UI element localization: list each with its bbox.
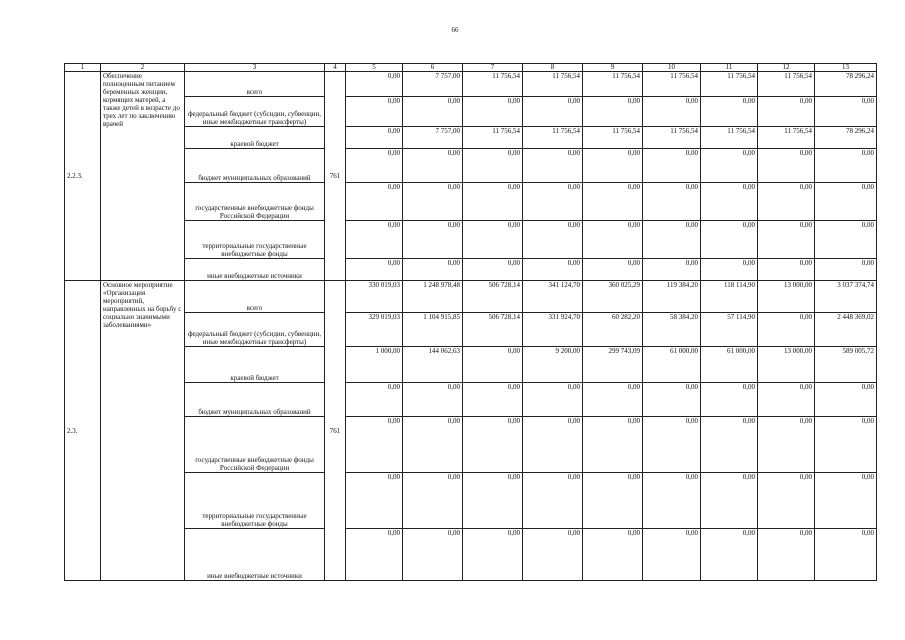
value-cell: 11 756,54 [523,72,583,97]
value-cell: 0,00 [523,149,583,183]
page-number: 66 [451,26,459,34]
value-cell: 0,00 [815,259,877,281]
value-cell: 1 248 978,48 [403,281,463,313]
value-cell: 57 114,90 [701,313,758,347]
value-cell: 0,00 [583,149,643,183]
column-number: 4 [325,64,346,72]
column-number: 11 [701,64,758,72]
value-cell: 118 114,90 [701,281,758,313]
table-row [65,473,877,529]
value-cell: 0,00 [403,221,463,259]
value-cell: 360 025,29 [583,281,643,313]
value-cell: 0,00 [701,259,758,281]
value-cell: 0,00 [346,183,403,221]
section-index: 2.2.3. [65,72,101,281]
value-cell: 0,00 [463,259,523,281]
funding-source: бюджет муниципальных образований [185,383,325,417]
value-cell: 11 756,54 [583,72,643,97]
column-number: 5 [346,64,403,72]
value-cell: 0,00 [643,221,701,259]
table-row [65,383,877,417]
value-cell: 61 000,00 [643,347,701,383]
value-cell: 0,00 [643,529,701,581]
value-cell: 0,00 [403,259,463,281]
funding-source: федеральный бюджет (субсидии, субвенции, иные межбюджетные трансферты) [185,97,325,127]
funding-source: иные внебюджетные источники [185,529,325,581]
column-number: 8 [523,64,583,72]
value-cell: 0,00 [463,473,523,529]
value-cell: 0,00 [583,221,643,259]
value-cell: 589 005,72 [815,347,877,383]
value-cell: 11 756,54 [758,127,815,149]
value-cell: 0,00 [758,183,815,221]
value-cell: 0,00 [643,183,701,221]
value-cell: 0,00 [758,313,815,347]
value-cell: 0,00 [701,529,758,581]
funding-source: краевой бюджет [185,127,325,149]
value-cell: 7 757,00 [403,72,463,97]
table-row [65,221,877,259]
column-number: 12 [758,64,815,72]
funding-source: всего [185,281,325,313]
table-body [65,64,877,581]
value-cell: 78 296,24 [815,127,877,149]
section-name: Обеспечение полноценным питанием беременных женщин, кормящих матерей, а также детей в возрасте до трех лет по заключению врачей [101,72,185,281]
value-cell: 0,00 [815,473,877,529]
value-cell: 0,00 [758,259,815,281]
value-cell: 0,00 [346,221,403,259]
value-cell: 0,00 [523,183,583,221]
funding-source: государственные внебюджетные фонды Российской Федерации [185,417,325,473]
value-cell: 0,00 [403,183,463,221]
value-cell: 78 296,24 [815,72,877,97]
value-cell: 0,00 [758,383,815,417]
table-row [65,259,877,281]
value-cell: 0,00 [758,417,815,473]
value-cell: 0,00 [758,473,815,529]
value-cell: 0,00 [403,473,463,529]
column-number: 6 [403,64,463,72]
value-cell: 0,00 [403,417,463,473]
funding-source: краевой бюджет [185,347,325,383]
value-cell: 299 743,09 [583,347,643,383]
value-cell: 0,00 [463,417,523,473]
value-cell: 0,00 [643,417,701,473]
value-cell: 0,00 [815,383,877,417]
responsible-code: 761 [325,281,346,581]
table-row [65,183,877,221]
table-row [65,417,877,473]
value-cell: 0,00 [758,97,815,127]
value-cell: 0,00 [815,183,877,221]
value-cell: 0,00 [523,259,583,281]
value-cell: 0,00 [815,221,877,259]
value-cell: 11 756,54 [758,72,815,97]
value-cell: 61 000,00 [701,347,758,383]
value-cell: 0,00 [701,221,758,259]
value-cell: 0,00 [701,473,758,529]
value-cell: 0,00 [583,417,643,473]
table-row [65,529,877,581]
value-cell: 0,00 [701,383,758,417]
table-row [65,313,877,347]
value-cell: 0,00 [463,221,523,259]
value-cell: 0,00 [643,473,701,529]
value-cell: 0,00 [523,383,583,417]
value-cell: 0,00 [463,383,523,417]
value-cell: 0,00 [523,97,583,127]
funding-source: территориальные государственные внебюджетные фонды [185,473,325,529]
value-cell: 13 000,00 [758,347,815,383]
value-cell: 0,00 [523,221,583,259]
funding-source: иные внебюджетные источники [185,259,325,281]
value-cell: 60 282,20 [583,313,643,347]
value-cell: 0,00 [701,149,758,183]
value-cell: 0,00 [815,97,877,127]
value-cell: 11 756,54 [583,127,643,149]
value-cell: 11 756,54 [701,127,758,149]
value-cell: 119 384,20 [643,281,701,313]
value-cell: 0,00 [463,183,523,221]
column-number: 9 [583,64,643,72]
value-cell: 0,00 [346,127,403,149]
value-cell: 9 200,00 [523,347,583,383]
value-cell: 0,00 [701,417,758,473]
value-cell: 329 019,03 [346,313,403,347]
value-cell: 0,00 [643,259,701,281]
table-row [65,97,877,127]
funding-source: федеральный бюджет (субсидии, субвенции, иные межбюджетные трансферты) [185,313,325,347]
funding-source: государственные внебюджетные фонды Российской Федерации [185,183,325,221]
funding-source: территориальные государственные внебюджетные фонды [185,221,325,259]
table-row [65,281,877,313]
value-cell: 0,00 [403,149,463,183]
value-cell: 0,00 [583,259,643,281]
value-cell: 0,00 [701,183,758,221]
value-cell: 1 104 915,85 [403,313,463,347]
funding-source: всего [185,72,325,97]
value-cell: 0,00 [463,97,523,127]
value-cell: 0,00 [346,149,403,183]
table-row [65,149,877,183]
value-cell: 0,00 [643,97,701,127]
value-cell: 0,00 [463,149,523,183]
value-cell: 11 756,54 [463,127,523,149]
value-cell: 0,00 [523,417,583,473]
section-name: Основное мероприятие «Организация мероприятий, направленных на борьбу с социально значимыми заболеваниями» [101,281,185,581]
value-cell: 0,00 [403,529,463,581]
value-cell: 0,00 [643,149,701,183]
value-cell: 0,00 [403,97,463,127]
value-cell: 0,00 [815,149,877,183]
value-cell: 0,00 [758,149,815,183]
value-cell: 331 924,70 [523,313,583,347]
section-index: 2.3. [65,281,101,581]
value-cell: 0,00 [583,529,643,581]
column-number: 2 [101,64,185,72]
value-cell: 0,00 [583,473,643,529]
table-row [65,127,877,149]
value-cell: 0,00 [403,383,463,417]
table-row [65,347,877,383]
value-cell: 7 757,00 [403,127,463,149]
column-number-row [65,64,877,72]
value-cell: 3 037 374,74 [815,281,877,313]
value-cell: 0,00 [463,347,523,383]
value-cell: 0,00 [346,529,403,581]
column-number: 10 [643,64,701,72]
value-cell: 0,00 [346,97,403,127]
value-cell: 0,00 [815,417,877,473]
column-number: 7 [463,64,523,72]
value-cell: 144 062,63 [403,347,463,383]
column-number: 1 [65,64,101,72]
value-cell: 11 756,54 [643,127,701,149]
value-cell: 0,00 [643,383,701,417]
value-cell: 11 756,54 [463,72,523,97]
value-cell: 0,00 [583,383,643,417]
budget-table [64,63,877,581]
value-cell: 1 000,00 [346,347,403,383]
funding-source: бюджет муниципальных образований [185,149,325,183]
value-cell: 0,00 [583,183,643,221]
value-cell: 0,00 [346,259,403,281]
value-cell: 11 756,54 [643,72,701,97]
value-cell: 0,00 [758,221,815,259]
value-cell: 0,00 [583,97,643,127]
table-row [65,72,877,97]
column-number: 13 [815,64,877,72]
value-cell: 2 448 369,02 [815,313,877,347]
value-cell: 0,00 [346,473,403,529]
value-cell: 0,00 [758,529,815,581]
value-cell: 0,00 [463,529,523,581]
value-cell: 0,00 [346,72,403,97]
column-number: 3 [185,64,325,72]
value-cell: 0,00 [523,473,583,529]
value-cell: 330 019,03 [346,281,403,313]
value-cell: 11 756,54 [523,127,583,149]
value-cell: 0,00 [346,383,403,417]
value-cell: 506 728,14 [463,313,523,347]
value-cell: 11 756,54 [701,72,758,97]
value-cell: 58 384,20 [643,313,701,347]
value-cell: 341 124,70 [523,281,583,313]
value-cell: 13 000,00 [758,281,815,313]
value-cell: 506 728,14 [463,281,523,313]
value-cell: 0,00 [346,417,403,473]
value-cell: 0,00 [701,97,758,127]
value-cell: 0,00 [815,529,877,581]
value-cell: 0,00 [523,529,583,581]
responsible-code: 761 [325,72,346,281]
